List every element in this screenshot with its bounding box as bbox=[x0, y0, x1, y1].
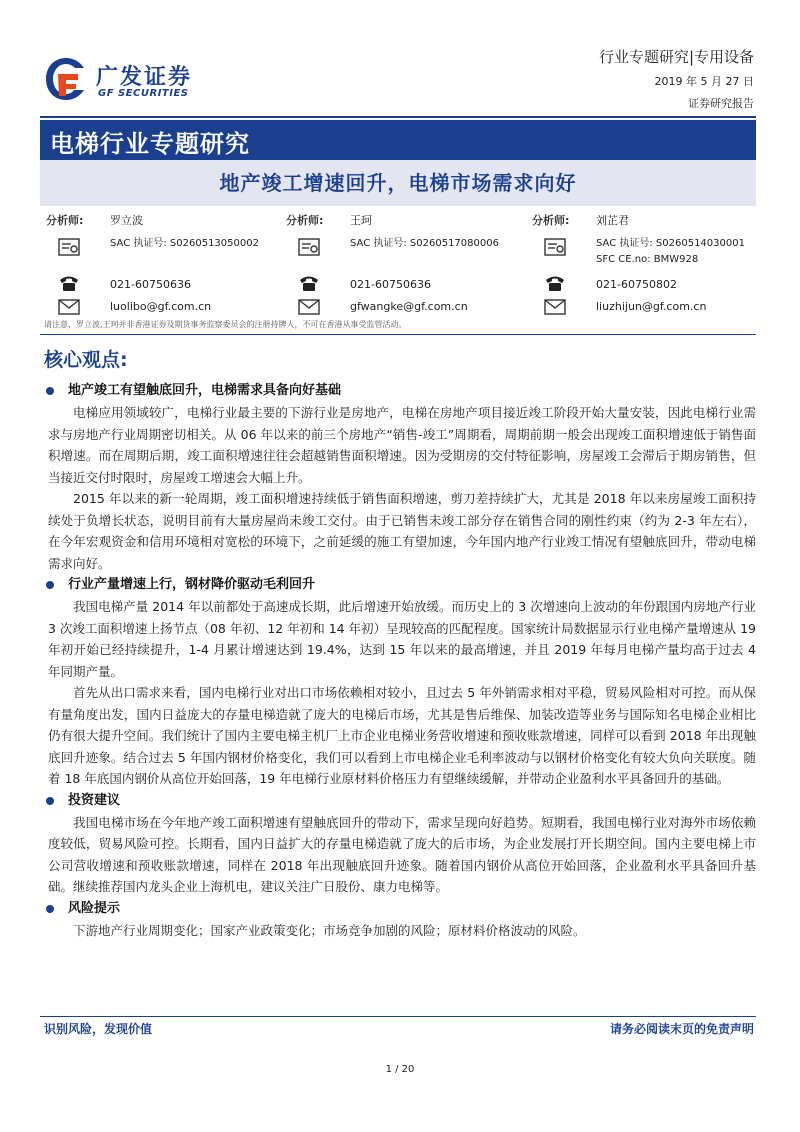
footer-slogan: 识别风险，发现价值 bbox=[44, 1022, 153, 1036]
phone-icon bbox=[544, 274, 566, 292]
analyst-email[interactable]: luolibo@gf.com.cn bbox=[110, 300, 212, 313]
logo-chinese-name: 广发证券 bbox=[96, 65, 193, 90]
gf-logo-icon bbox=[44, 56, 88, 102]
header-divider bbox=[40, 116, 756, 118]
report-type: 证券研究报告 bbox=[688, 97, 754, 110]
email-icon bbox=[544, 298, 566, 316]
core-views-body bbox=[44, 380, 756, 941]
paragraph: 我国电梯产量 2014 年以前都处于高速成长期，此后增速开始放缓。而历史上的 3 次增速向上波动的年份跟国内房地产行业 3 次竣工面积增速上扬节点（08 年初、12 年初和 14 年初）呈现较高的匹配程度。国家统计局数据显示行业电梯产量增速从 19 年初开始已经持续提升，1-4 月累计增速达到 19.4%，达到 15 年以来的最高增速，并且 2019 年每月电梯产量均高于过去 4 年同期产量。 bbox=[48, 599, 756, 679]
section-heading bbox=[44, 380, 756, 402]
analyst-email[interactable]: liuzhijun@gf.com.cn bbox=[596, 300, 707, 313]
report-header bbox=[0, 0, 800, 120]
paragraph: 下游地产行业周期变化；国家产业政策变化；市场竞争加剧的风险；原材料价格波动的风险。 bbox=[73, 922, 586, 938]
bullet-icon bbox=[46, 797, 54, 805]
footer-disclaimer-note: 请务必阅读末页的免责声明 bbox=[609, 1022, 754, 1036]
core-views-heading: 核心观点: bbox=[44, 349, 128, 371]
paragraph: 首先从出口需求来看，国内电梯行业对出口市场依赖相对较小，且过去 5 年外销需求相对平稳，贸易风险相对可控。而从保有量角度出发，国内日益庞大的存量电梯造就了庞大的电梯后市场，尤其是售后维保、加装改造等业务与国际知名电梯企业相比仍有很大提升空间。我们统计了国内主要电梯主机厂上市企业电梯业务营收增速和预收账款增速，同样可以看到 2018 年出现触底回升迹象。结合过去 5 年国内钢材价格变化，我们可以看到上市电梯企业毛利率波动与以钢材价格变化有较大负向关联度。随着 18 年底国内钢价从高位开始回落，19 年电梯行业原材料价格压力有望继续缓解，并带动企业盈利水平具备回升的基础。 bbox=[48, 685, 756, 786]
analyst-name: 刘芷君 bbox=[596, 214, 629, 227]
title-band bbox=[40, 120, 756, 160]
page-number: 1 / 20 bbox=[385, 1064, 415, 1075]
analyst-phone: 021-60750802 bbox=[596, 278, 677, 291]
analyst-sac: SAC 执证号: S0260517080006 bbox=[350, 238, 499, 249]
report-title: 电梯行业专题研究 bbox=[50, 130, 250, 158]
paragraph: 2015 年以来的新一轮周期，竣工面积增速持续低于销售面积增速，剪刀差持续扩大，尤其是 2018 年以来房屋竣工面积持续处于负增长状态，说明目前有大量房屋尚未竣工交付。由于已销售未竣工部分存在销售合同的刚性约束（约为 2-3 年左右），在今年宏观资金和信用环境相对宽松的环境下，之前延缓的施工有望加速，今年国内地产行业竣工情况有望触底回升，带动电梯需求向好。 bbox=[48, 491, 756, 571]
regulatory-disclaimer: 请注意，罗立波,王珂并非香港证券及期货事务监察委员会的注册持牌人，不可在香港从事受监管活动。 bbox=[44, 320, 407, 329]
certificate-icon bbox=[298, 238, 320, 256]
report-category: 行业专题研究|专用设备 bbox=[598, 48, 754, 66]
analyst-label: 分析师: bbox=[286, 214, 324, 227]
footer-divider bbox=[40, 1016, 756, 1017]
report-subtitle: 地产竣工增速回升，电梯市场需求向好 bbox=[219, 171, 577, 195]
section-heading bbox=[44, 898, 756, 920]
analyst-name: 王珂 bbox=[350, 214, 372, 227]
section-heading-text: 投资建议 bbox=[68, 792, 121, 808]
analyst-label: 分析师: bbox=[46, 214, 84, 227]
analyst-email[interactable]: gfwangke@gf.com.cn bbox=[350, 300, 468, 313]
report-meta bbox=[599, 46, 754, 111]
email-icon bbox=[58, 298, 80, 316]
analyst-phone: 021-60750636 bbox=[110, 278, 191, 291]
phone-icon bbox=[58, 274, 80, 292]
bullet-icon bbox=[46, 581, 54, 589]
section-risk-warning bbox=[44, 898, 756, 942]
analyst-phone: 021-60750636 bbox=[350, 278, 431, 291]
analyst-card bbox=[280, 212, 520, 324]
company-logo bbox=[44, 56, 244, 106]
subtitle-band bbox=[40, 160, 756, 206]
logo-english-name: GF SECURITIES bbox=[98, 88, 189, 99]
paragraph: 电梯应用领域较广，电梯行业最主要的下游行业是房地产，电梯在房地产项目接近竣工阶段开始大量安装，因此电梯行业需求与房地产行业周期密切相关。从 06 年以来的前三个房地产“销售-竣工”周期看，周期前期一般会出现竣工面积增速低于销售面积增速。而在周期后期，竣工面积增速往往会超越销售面积增速。因为受期房的交付特征影响，房屋竣工会滞后于期房销售，但当接近交付时限时，房屋竣工增速会大幅上升。 bbox=[48, 405, 756, 485]
report-date: 2019 年 5 月 27 日 bbox=[654, 75, 754, 88]
certificate-icon bbox=[58, 238, 80, 256]
bullet-icon bbox=[46, 387, 54, 395]
analyst-sac: SAC 执证号: S0260514030001 bbox=[596, 238, 745, 249]
section-heading bbox=[44, 790, 756, 812]
analyst-panel bbox=[40, 212, 756, 324]
section-heading-text: 风险提示 bbox=[68, 900, 121, 916]
section-heading-text: 行业产量增速上行，钢材降价驱动毛利回升 bbox=[68, 577, 316, 592]
bullet-icon bbox=[46, 905, 54, 913]
certificate-icon bbox=[544, 238, 566, 256]
analyst-label: 分析师: bbox=[532, 214, 570, 227]
analyst-name: 罗立波 bbox=[110, 214, 143, 227]
analyst-sac: SAC 执证号: S0260513050002 bbox=[110, 238, 259, 249]
section-heading-text: 地产竣工有望触底回升，电梯需求具备向好基础 bbox=[68, 383, 342, 398]
analyst-card bbox=[526, 212, 766, 324]
phone-icon bbox=[298, 274, 320, 292]
section-investment-advice bbox=[44, 790, 756, 898]
section-output-growth bbox=[44, 574, 756, 790]
section-housing-completion bbox=[44, 380, 756, 574]
section-divider bbox=[40, 334, 756, 335]
email-icon bbox=[298, 298, 320, 316]
analyst-sfc: SFC CE.no: BMW928 bbox=[596, 254, 699, 265]
analyst-card bbox=[40, 212, 280, 324]
section-heading bbox=[44, 574, 756, 596]
paragraph: 我国电梯市场在今年地产竣工面积增速有望触底回升的带动下，需求呈现向好趋势。短期看，我国电梯行业对海外市场依赖度较低，贸易风险可控。长期看，国内日益扩大的存量电梯造就了庞大的后市场，为企业发展打开长期空间。国内主要电梯上市公司营收增速和预收账款增速，同样在 2018 年出现触底回升迹象。随着国内钢价从高位开始回落，企业盈利水平具备回升基础。继续推荐国内龙头企业上海机电，建议关注广日股份、康力电梯等。 bbox=[48, 814, 756, 894]
